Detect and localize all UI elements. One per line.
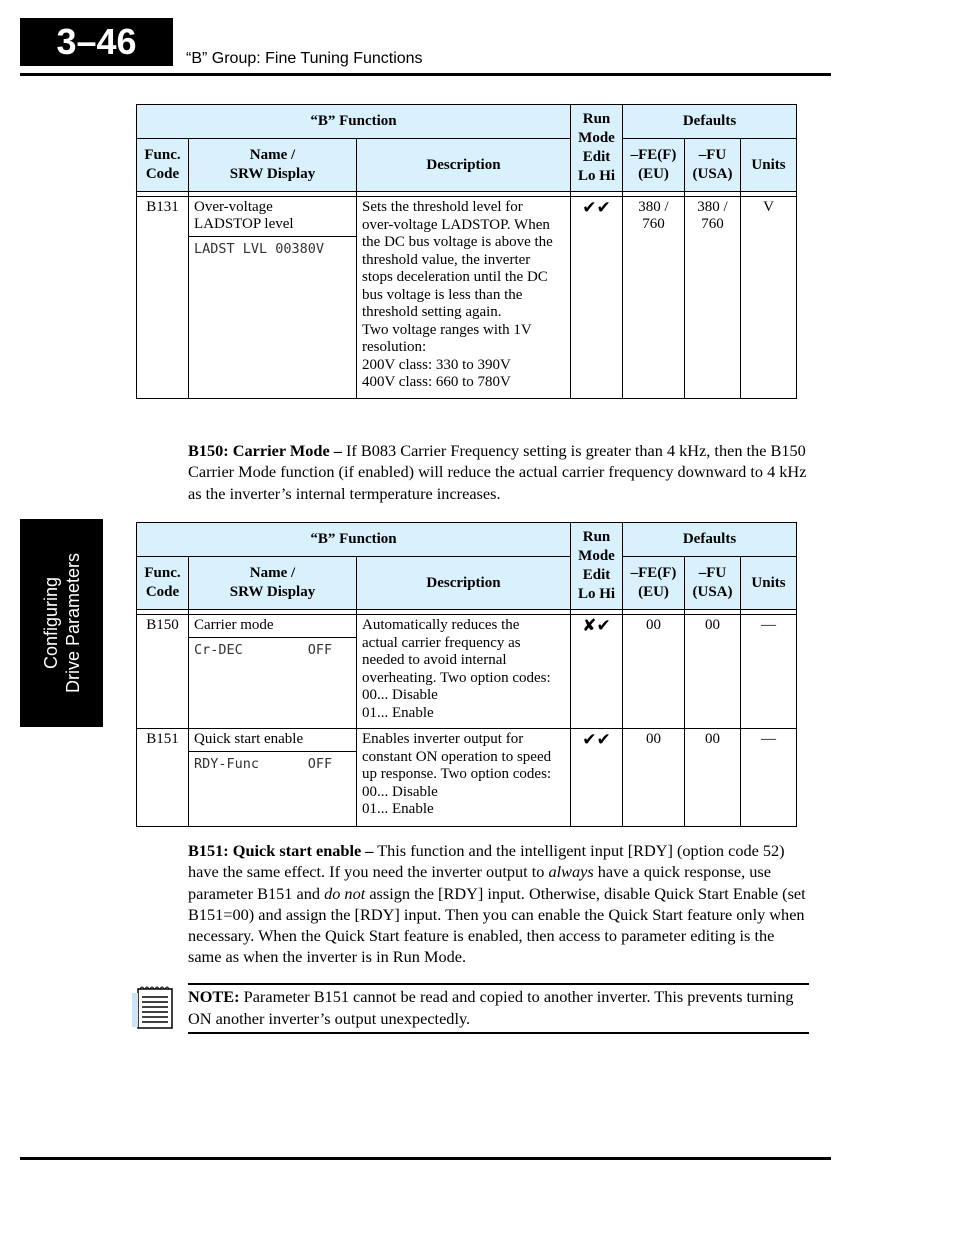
header-units: Units	[741, 139, 797, 192]
header-name: Name / SRW Display	[189, 139, 357, 192]
default-fu: 380 / 760	[685, 197, 741, 399]
b150-lead: B150: Carrier Mode –	[188, 441, 342, 460]
default-fu: 00	[685, 615, 741, 729]
header-func-code: Func. Code	[137, 139, 189, 192]
func-code: B131	[137, 197, 189, 399]
run-mode-edit-checkmarks: ✘✔	[571, 615, 623, 729]
default-fe: 00	[623, 615, 685, 729]
func-code: B151	[137, 729, 189, 827]
name-line: Carrier mode	[189, 615, 356, 638]
units: V	[741, 197, 797, 399]
header-name: Name / SRW Display	[189, 557, 357, 610]
name-line: Quick start enable	[189, 729, 356, 752]
notepad-icon	[130, 985, 174, 1030]
name-cell	[189, 729, 357, 827]
side-tab-line2: Drive Parameters	[62, 552, 83, 694]
note-rule-bottom	[188, 1032, 809, 1034]
default-fu: 00	[685, 729, 741, 827]
default-fe: 00	[623, 729, 685, 827]
run-mode-edit-checkmarks: ✔✔	[571, 729, 623, 827]
name-line: LADSTOP level	[194, 216, 294, 232]
units: —	[741, 615, 797, 729]
header-fe: –FE(F) (EU)	[623, 139, 685, 192]
header-defaults: Defaults	[623, 105, 797, 139]
header-run-mode: Run Mode Edit Lo Hi	[571, 523, 623, 610]
header-group: “B” Function	[137, 523, 571, 557]
note-lead: NOTE:	[188, 987, 240, 1006]
name-cell	[189, 197, 357, 399]
header-func-code: Func. Code	[137, 557, 189, 610]
name-cell	[189, 615, 357, 729]
page-number: 3–46	[20, 18, 173, 66]
run-mode-edit-checkmarks: ✔✔	[571, 197, 623, 399]
parameter-table-b150-b151	[136, 522, 797, 827]
header-divider	[20, 73, 831, 76]
name-line: Over-voltage	[194, 199, 273, 215]
b150-paragraph	[188, 440, 810, 504]
description-cell: Enables inverter output for constant ON operation to speed up response. Two option codes: 00... Disable 01... Enable	[357, 729, 571, 827]
table-row	[137, 729, 797, 827]
section-title: “B” Group: Fine Tuning Functions	[186, 50, 423, 67]
header-run-mode: Run Mode Edit Lo Hi	[571, 105, 623, 192]
note-rule-top	[188, 983, 809, 985]
srw-display: LADST LVL 00380V	[194, 241, 325, 257]
table-row	[137, 615, 797, 729]
b151-paragraph: B151: Quick start enable – This function and the intelligent input [RDY] (option code 52) have the same effect. If you need the inverter output to always have a quick response, use parameter B151 and do not assign the [RDY] input. Otherwise, disable Quick Start Enable (set B151=00) and assign the [RDY] input. Then you can enable the Quick Start feature only when necessary. When the Quick Start feature is enabled, then access to parameter editing is the same as when the inverter is in Run Mode.	[188, 841, 806, 967]
footer-divider	[20, 1157, 831, 1160]
header-description: Description	[357, 139, 571, 192]
b151-lead: B151: Quick start enable –	[188, 841, 374, 860]
b150-text: If B083 Carrier Frequency setting is greater than 4 kHz, then the B150 Carrier Mode function (if enabled) will reduce the actual carrier frequency downward to 4 kHz as the inverter’s internal termperature increases.	[188, 441, 807, 503]
parameter-table-b131	[136, 104, 797, 399]
description-cell: Automatically reduces the actual carrier frequency as needed to avoid internal overheating. Two option codes: 00... Disable 01... Enable	[357, 615, 571, 729]
srw-display: Cr-DEC OFF	[194, 642, 333, 658]
header-group: “B” Function	[137, 105, 571, 139]
side-tab-line1: Configuring	[40, 576, 61, 670]
table-row	[137, 197, 797, 399]
header-units: Units	[741, 557, 797, 610]
note-text: NOTE: Parameter B151 cannot be read and copied to another inverter. This prevents turning ON another inverter’s output unexpectedly.	[188, 987, 794, 1028]
header-fu: –FU (USA)	[685, 139, 741, 192]
units: —	[741, 729, 797, 827]
side-chapter-tab	[20, 519, 103, 727]
srw-display: RDY-Func OFF	[194, 756, 333, 772]
func-code: B150	[137, 615, 189, 729]
header-description: Description	[357, 557, 571, 610]
header-fe: –FE(F) (EU)	[623, 557, 685, 610]
header-defaults: Defaults	[623, 523, 797, 557]
header-fu: –FU (USA)	[685, 557, 741, 610]
description-cell: Sets the threshold level for over-voltage LADSTOP. When the DC bus voltage is above the threshold value, the inverter stops deceleration until the DC bus voltage is less than the threshold setting again. Two voltage ranges with 1V resolution: 200V class: 330 to 390V 400V class: 660 to 780V	[357, 197, 571, 399]
default-fe: 380 / 760	[623, 197, 685, 399]
